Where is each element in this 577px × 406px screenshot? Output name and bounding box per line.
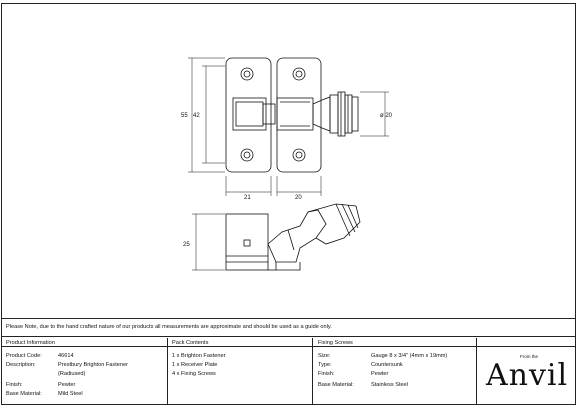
dim-side-height: 25 <box>183 242 190 248</box>
fixing-screws-title: Fixing Screws <box>318 340 353 346</box>
column-divider <box>476 338 477 405</box>
pack-item: 4 x Fixing Screws <box>172 371 216 377</box>
fastener-plate <box>277 58 321 172</box>
dim-fastener-width: 20 <box>295 195 302 201</box>
screw-hole-bottom-right <box>293 149 305 161</box>
side-fastener <box>268 204 360 270</box>
dim-overall-height: 55 <box>181 113 188 119</box>
divider <box>1 336 576 337</box>
pack-contents-title: Pack Contents <box>172 340 209 346</box>
dim-knob-diameter: ø 20 <box>380 113 393 119</box>
screw-hole-top-right <box>293 68 305 80</box>
pack-item: 1 x Receiver Plate <box>172 362 218 368</box>
column-divider <box>167 338 168 405</box>
anvil-logo <box>484 352 574 400</box>
screw-hole-top-left <box>241 68 253 80</box>
divider <box>1 346 576 347</box>
measurement-note: Please Note, due to the hand crafted nature of our products all measurements are approximate and should be used as a guide only. <box>6 324 332 330</box>
logo-tagline: From the <box>520 354 539 359</box>
product-information-title: Product Information <box>6 340 55 346</box>
screw-hole-bottom-left <box>241 149 253 161</box>
bolt <box>263 104 275 124</box>
knob <box>313 92 358 136</box>
column-divider <box>312 338 313 405</box>
dim-keep-width: 21 <box>244 195 251 201</box>
dim-plate-height: 42 <box>193 113 200 119</box>
logo-wordmark: Anvil <box>486 358 569 393</box>
divider <box>1 318 576 319</box>
pack-item: 1 x Brighton Fastener <box>172 353 226 359</box>
